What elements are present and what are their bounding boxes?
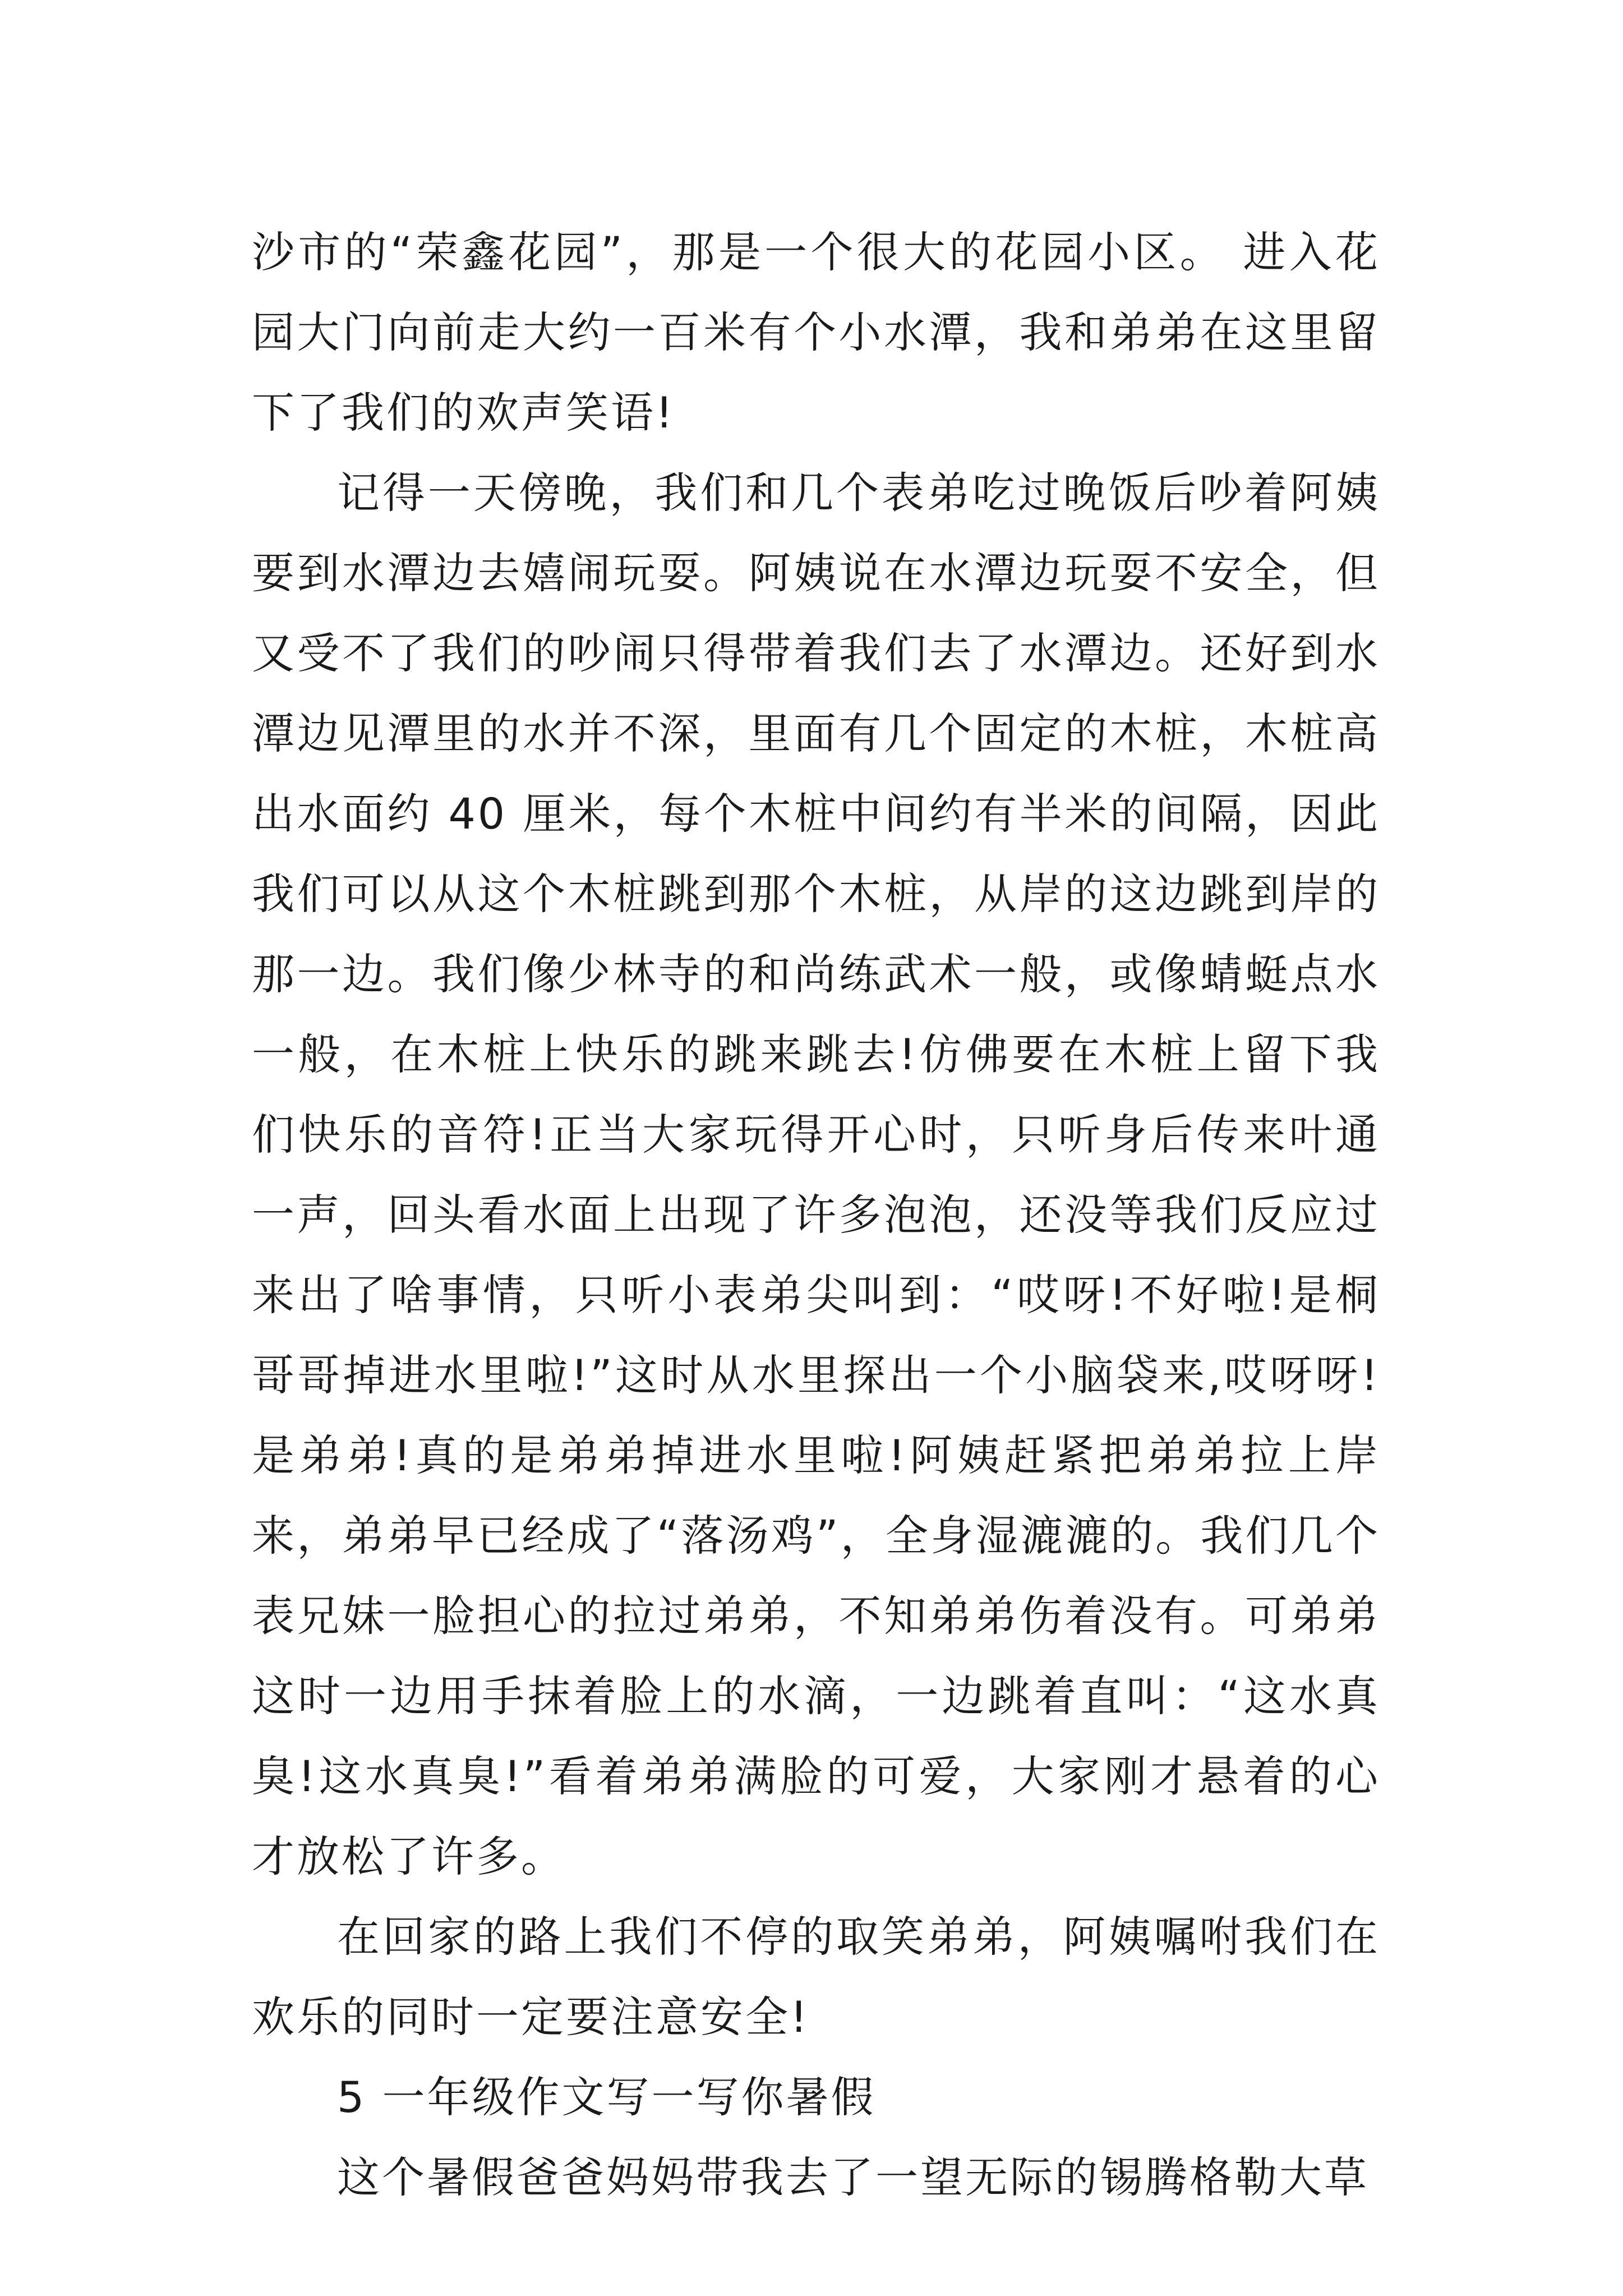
paragraph-continuation: 沙市的“荣鑫花园”，那是一个很大的花园小区。 进入花园大门向前走大约一百米有个小水潭，我和弟弟在这里留下了我们的欢声笑语!: [252, 227, 1380, 438]
section-heading: 5 一年级作文写一写你暑假: [337, 2072, 876, 2122]
paragraph-ending: 在回家的路上我们不停的取笑弟弟，阿姨嘱咐我们在欢乐的同时一定要注意安全!: [252, 1912, 1380, 2042]
paragraph-story: 记得一天傍晚，我们和几个表弟吃过晚饭后吵着阿姨要到水潭边去嬉闹玩耍。阿姨说在水潭边玩耍不安全，但又受不了我们的吵闹只得带着我们去了水潭边。还好到水潭边见潭里的水并不深，里面有几个固定的木桩，木桩高出水面约 40 厘米，每个木桩中间约有半米的间隔，因此我们可以从这个木桩跳到那个木桩，从岸的这边跳到岸的那一边。我们像少林寺的和尚练武术一般，或像蜻蜓点水一般，在木桩上快乐的跳来跳去!仿佛要在木桩上留下我们快乐的音符!正当大家玩得开心时，只听身后传来叶通一声，回头看水面上出现了许多泡泡，还没等我们反应过来出了啥事情，只听小表弟尖叫到：“哎呀!不好啦!是桐哥哥掉进水里啦!”这时从水里探出一个小脑袋来,哎呀呀!是弟弟!真的是弟弟掉进水里啦!阿姨赶紧把弟弟拉上岸来，弟弟早已经成了“落汤鸡”，全身湿漉漉的。我们几个表兄妹一脸担心的拉过弟弟，不知弟弟伤着没有。可弟弟这时一边用手抹着脸上的水滴，一边跳着直叫：“这水真臭!这水真臭!”看着弟弟满脸的可爱，大家刚才悬着的心才放松了许多。: [252, 468, 1380, 1881]
paragraph-next-essay: 这个暑假爸爸妈妈带我去了一望无际的锡腾格勒大草: [337, 2152, 1369, 2202]
document-body: [252, 212, 1380, 2217]
